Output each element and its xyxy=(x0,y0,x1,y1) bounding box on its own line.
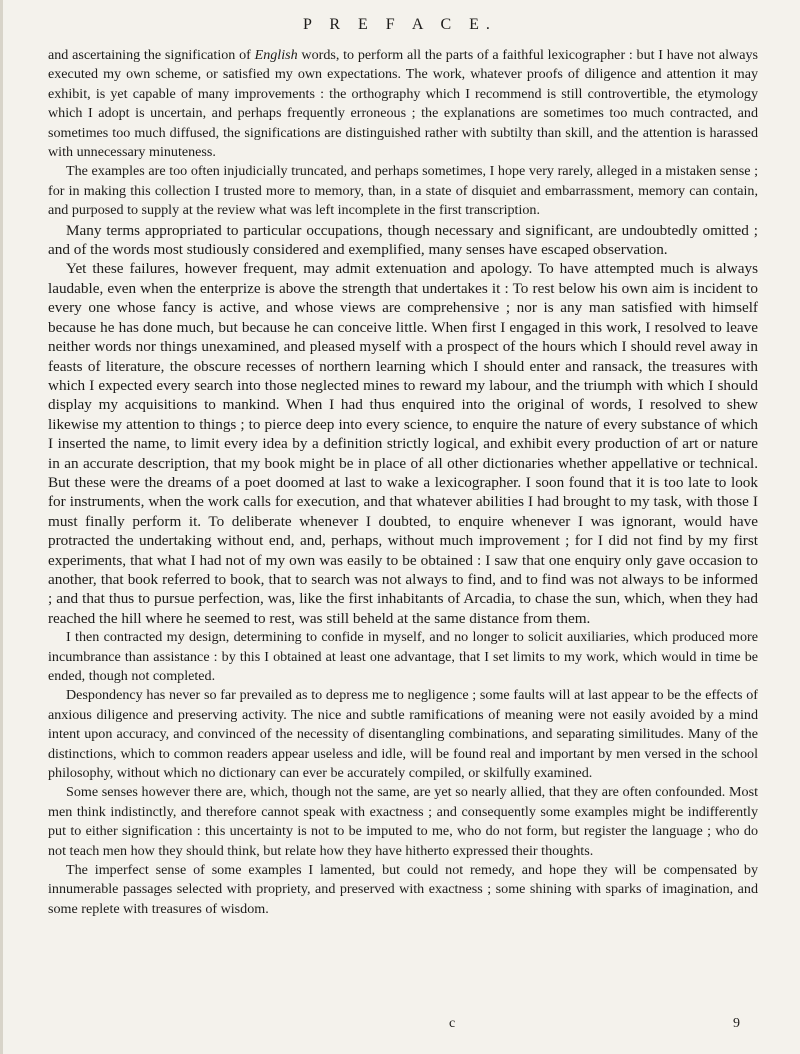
paragraph-4: Yet these failures, however frequent, may admit extenuation and apology. To have attempted much is always laudable, even when the enterprize is above the strength that undertakes it : To rest below his own aim is incident to every one whose fancy is active, and whose views are comprehensive ; nor is any man satisfied with himself because he has done much, but because he can conceive little. When first I engaged in this work, I resolved to leave neither words nor things unexamined, and pleased myself with a prospect of the hours which I should revel away in feasts of literature, the obscure recesses of northern learning which I should enter and ransack, the treasures with which I expected every search into those neglected mines to reward my labour, and the triumph with which I should display my acquisitions to mankind. When I had thus enquired into the original of words, I resolved to shew likewise my attention to things ; to pierce deep into every science, to enquire the nature of every substance of which I inserted the name, to limit every idea by a definition strictly logical, and exhibit every production of art or nature in an accurate description, that my book might be in place of all other dictionaries whether appellative or technical. But these were the dreams of a poet doomed at last to wake a lexicographer. I soon found that it is too late to look for instruments, when the work calls for execution, and that whatever abilities I had brought to my task, with those I must finally perform it. To deliberate whenever I doubted, to enquire whenever I was ignorant, would have protracted the undertaking without end, and, perhaps, without much improvement ; for I did not find by my first experiments, that what I had not of my own was easily to be obtained : I saw that one enquiry only gave occasion to another, that book referred to book, that to search was not always to find, and to find was not always to be informed ; and that thus to pursue perfection, was, like the first inhabitants of Arcadia, to chase the sun, which, when they had reached the hill where he seemed to rest, was still beheld at the same distance from them. xyxy=(48,260,758,627)
catchword: 9 xyxy=(733,1016,740,1031)
paragraph-5: I then contracted my design, determining to confide in myself, and no longer to solicit auxiliaries, which produced more incumbrance than assistance : by this I obtained at least one advantage, that I set limits to my work, which would in time be ended, though not completed. xyxy=(48,629,758,684)
paragraph-1-rest: words, to perform all the parts of a faithful lexicographer : but I have not always executed my own scheme, or satisfied my own expectations. The work, whatever proofs of diligence and attention it may exhibit, is yet capable of many improvements : the orthography which I recommend is still controvertible, the etymology which I adopt is uncertain, and perhaps frequently erroneous ; the explanations are sometimes too much contracted, and sometimes too much diffused, the significations are distinguished rather with subtilty than skill, and the attention is harassed with unnecessary minuteness. xyxy=(48,47,758,161)
paragraph-7: Some senses however there are, which, though not the same, are yet so nearly allied, that they are often confounded. Most men think indistinctly, and therefore cannot speak with exactness ; and consequently some examples might be indifferently put to either signification : this uncertainty is not to be imputed to me, who do not form, but register the language ; who do not teach men how they should think, but relate how they have hitherto expressed their thoughts. xyxy=(48,784,758,859)
paragraph-2: The examples are too often injudicially truncated, and perhaps sometimes, I hope very rarely, alleged in a mistaken sense ; for in making this collection I trusted more to memory, than, in a state of disquiet and embarrassment, memory can contain, and purposed to supply at the review what was left incomplete in the first transcription. xyxy=(48,163,758,219)
paragraph-6: Despondency has never so far prevailed as to depress me to negligence ; some faults will at last appear to be the effects of anxious diligence and preserving activity. The nice and subtle ramifications of meaning were not easily avoided by a mind intent upon accuracy, and convinced of the necessity of disentangling combinations, and separating similitudes. Many of the distinctions, which to common readers appear useless and idle, will be found real and important by men versed in the school philosophy, without which no dictionary can ever be accurately compiled, or skilfully examined. xyxy=(48,687,758,782)
paragraph-3: Many terms appropriated to particular occupations, though necessary and significant, are undoubtedly omitted ; and of the words most studiously considered and exemplified, many senses have escaped observation. xyxy=(48,221,758,259)
page-edge xyxy=(0,0,3,1054)
running-title: P R E F A C E. xyxy=(303,16,497,33)
italic-word: English xyxy=(254,47,298,63)
paragraph-8: The imperfect sense of some examples I lamented, but could not remedy, and hope they will be compensated by innumerable passages selected with propriety, and preserved with exactness ; some shining with sparks of imagination, and some replete with treasures of wisdom. xyxy=(48,862,758,917)
paragraph-1 xyxy=(48,46,758,162)
signature-mark: c xyxy=(449,1016,456,1031)
body-text xyxy=(48,46,758,919)
paragraph-1-start: and ascertaining the signification of xyxy=(48,47,255,63)
